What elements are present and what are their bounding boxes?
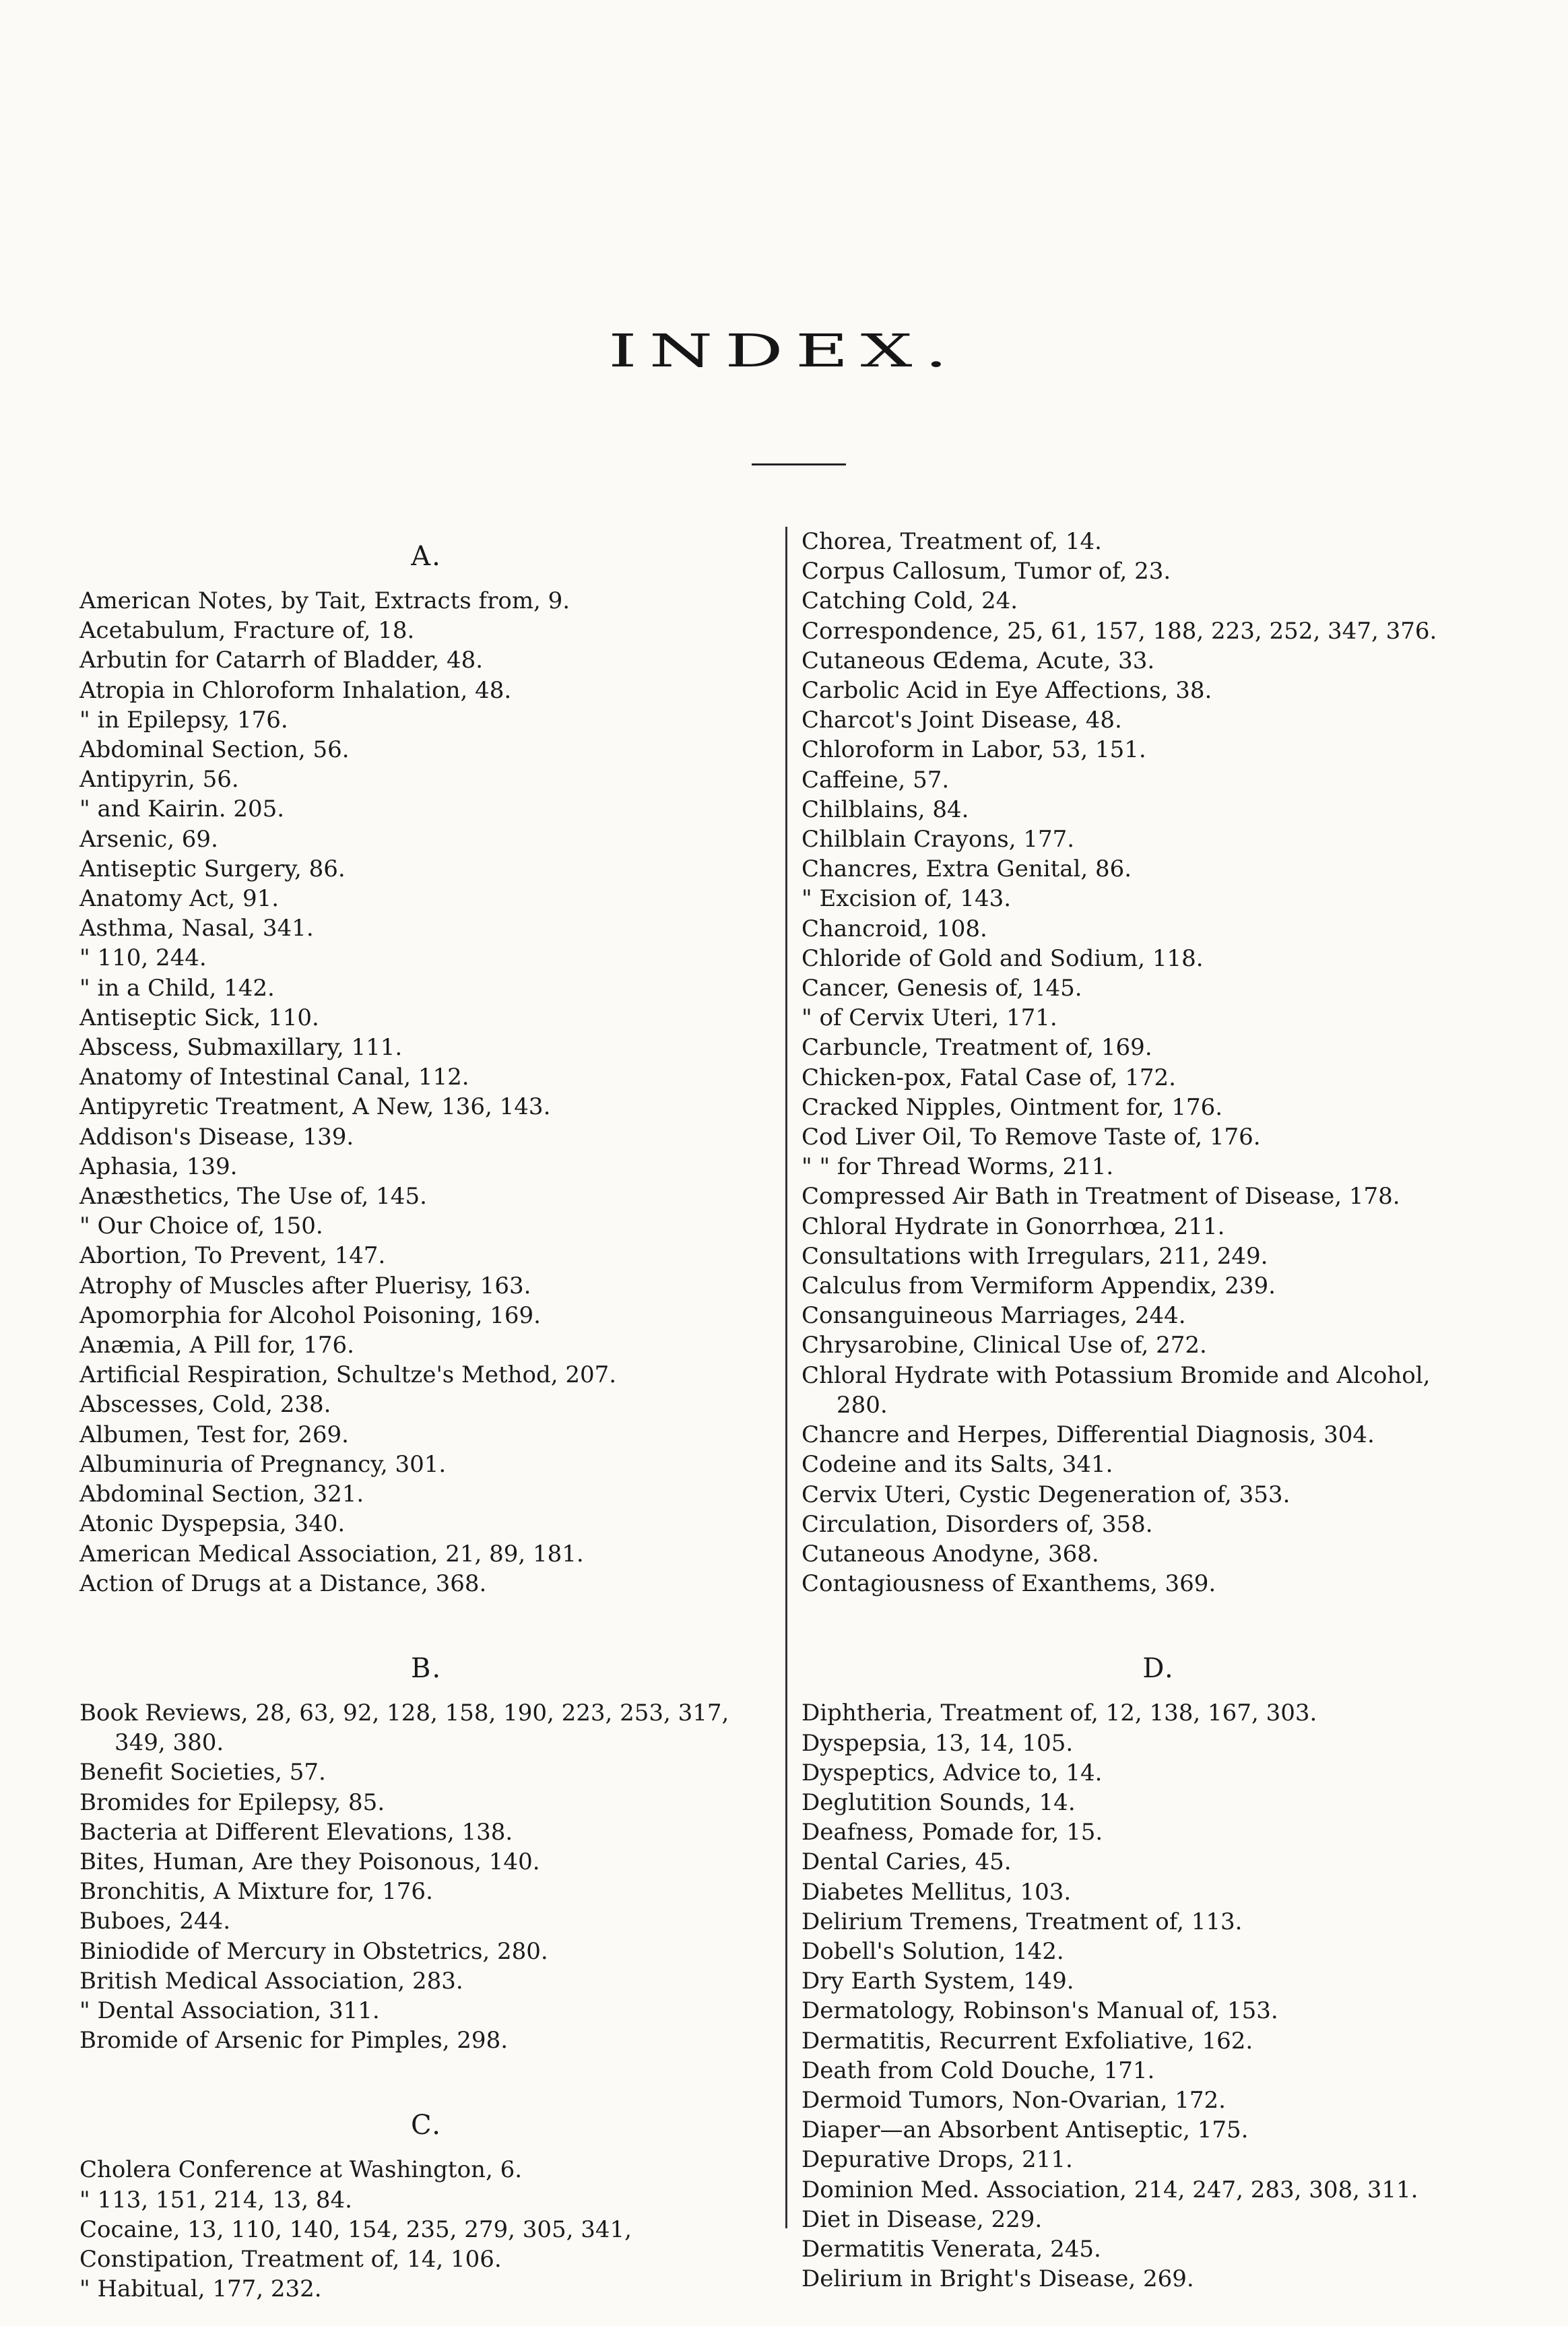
index-entry: Atrophy of Muscles after Pluerisy, 163.: [79, 1272, 531, 1299]
index-entry: " 113, 151, 214, 13, 84.: [79, 2186, 352, 2214]
index-entry: Aphasia, 139.: [79, 1153, 238, 1180]
index-entry: Arsenic, 69.: [79, 825, 218, 853]
index-entry: Chorea, Treatment of, 14.: [802, 528, 1102, 555]
section-c-continued-entries: [802, 527, 1515, 1598]
index-entry: Antipyrin, 56.: [79, 766, 239, 794]
index-entry: Abdominal Section, 56.: [79, 736, 350, 764]
index-entry: Dry Earth System, 149.: [802, 1968, 1074, 1995]
index-entry: Contagiousness of Exanthems, 369.: [802, 1570, 1216, 1598]
index-entry: Dermatology, Robinson's Manual of, 153.: [802, 1997, 1278, 2025]
index-entry: Benefit Societies, 57.: [79, 1759, 326, 1786]
page-title: INDEX.: [608, 325, 960, 377]
index-entry: " Habitual, 177, 232.: [79, 2275, 322, 2303]
index-entry: Atonic Dyspepsia, 340.: [79, 1510, 346, 1538]
index-entry: Cancer, Genesis of, 145.: [802, 975, 1082, 1002]
index-entry: Antiseptic Surgery, 86.: [79, 855, 346, 882]
index-entry: Abscess, Submaxillary, 111.: [79, 1034, 403, 1062]
index-entry: Chrysarobine, Clinical Use of, 272.: [802, 1332, 1207, 1359]
index-entry: Bromides for Epilepsy, 85.: [79, 1788, 385, 1816]
index-entry: Anæmia, A Pill for, 176.: [79, 1332, 354, 1359]
index-entry: Acetabulum, Fracture of, 18.: [79, 617, 415, 645]
index-entry: Compressed Air Bath in Treatment of Disease, 178.: [802, 1183, 1400, 1210]
index-entry: Cutaneous Œdema, Acute, 33.: [802, 647, 1155, 674]
index-entry: Bacteria at Different Elevations, 138.: [79, 1818, 513, 1846]
index-entry: Chicken-pox, Fatal Case of, 172.: [802, 1064, 1176, 1091]
index-entry: Abortion, To Prevent, 147.: [79, 1242, 386, 1270]
column-divider: [785, 527, 787, 2228]
index-entry: " and Kairin. 205.: [79, 796, 285, 823]
index-entry: Diet in Disease, 229.: [802, 2205, 1043, 2233]
index-entry: Biniodide of Mercury in Obstetrics, 280.: [79, 1937, 548, 1965]
section-letter-a: A.: [411, 541, 442, 572]
index-entry: Corpus Callosum, Tumor of, 23.: [802, 558, 1171, 585]
index-entry: Anæsthetics, The Use of, 145.: [79, 1183, 427, 1210]
index-entry: Dermatitis Venerata, 245.: [802, 2235, 1101, 2263]
index-entry: Asthma, Nasal, 341.: [79, 915, 314, 942]
index-entry: " 110, 244.: [79, 944, 207, 972]
index-entry: Dyspeptics, Advice to, 14.: [802, 1759, 1103, 1786]
index-entry: Dental Caries, 45.: [802, 1848, 1012, 1876]
index-entry: Abdominal Section, 321.: [79, 1481, 364, 1508]
index-entry: " in Epilepsy, 176.: [79, 706, 288, 734]
index-entry: Circulation, Disorders of, 358.: [802, 1510, 1153, 1538]
index-entry: American Medical Association, 21, 89, 181.: [79, 1540, 584, 1568]
index-entry: Depurative Drops, 211.: [802, 2146, 1073, 2174]
index-entry: Calculus from Vermiform Appendix, 239.: [802, 1272, 1276, 1300]
index-entry: 349, 380.: [115, 1729, 224, 1757]
index-entry: Delirium in Bright's Disease, 269.: [802, 2265, 1194, 2293]
index-entry: Diaper—an Absorbent Antiseptic, 175.: [802, 2117, 1249, 2144]
section-letter-c: C.: [411, 2110, 442, 2141]
index-entry: Cod Liver Oil, To Remove Taste of, 176.: [802, 1124, 1261, 1151]
index-entry: Diphtheria, Treatment of, 12, 138, 167, 303.: [802, 1700, 1317, 1727]
index-entry: Chloride of Gold and Sodium, 118.: [802, 944, 1204, 972]
index-entry: Chloral Hydrate with Potassium Bromide and Alcohol,: [802, 1361, 1431, 1389]
index-entry: Addison's Disease, 139.: [79, 1123, 354, 1151]
index-entry: Atropia in Chloroform Inhalation, 48.: [79, 676, 512, 704]
index-entry: Correspondence, 25, 61, 157, 188, 223, 252, 347, 376.: [802, 617, 1437, 645]
index-entry: " Our Choice of, 150.: [79, 1213, 323, 1240]
index-entry: " " for Thread Worms, 211.: [802, 1153, 1114, 1181]
section-b-entries: [79, 1698, 773, 2055]
index-entry: Chilblain Crayons, 177.: [802, 826, 1075, 853]
index-entry: Deglutition Sounds, 14.: [802, 1788, 1076, 1816]
index-entry: Chilblains, 84.: [802, 796, 969, 823]
index-entry: Cutaneous Anodyne, 368.: [802, 1540, 1099, 1568]
index-entry: Chancre and Herpes, Differential Diagnosis, 304.: [802, 1421, 1375, 1449]
index-entry: Carbolic Acid in Eye Affections, 38.: [802, 677, 1212, 705]
section-d-entries: [802, 1698, 1515, 2294]
index-entry: Dermoid Tumors, Non-Ovarian, 172.: [802, 2086, 1226, 2114]
index-entry: Codeine and its Salts, 341.: [802, 1451, 1113, 1479]
index-entry: Albumen, Test for, 269.: [79, 1421, 349, 1448]
index-entry: Action of Drugs at a Distance, 368.: [79, 1570, 487, 1597]
index-entry: Antipyretic Treatment, A New, 136, 143.: [79, 1093, 551, 1121]
index-entry: Consanguineous Marriages, 244.: [802, 1302, 1186, 1330]
index-entry: " Dental Association, 311.: [79, 1997, 380, 2024]
index-entry: Dyspepsia, 13, 14, 105.: [802, 1729, 1074, 1757]
index-entry: Apomorphia for Alcohol Poisoning, 169.: [79, 1301, 541, 1329]
index-entry: Buboes, 244.: [79, 1908, 231, 1935]
index-entry: Deafness, Pomade for, 15.: [802, 1819, 1103, 1846]
index-entry: Abscesses, Cold, 238.: [79, 1391, 331, 1419]
left-column: [79, 527, 773, 2304]
index-entry: Cervix Uteri, Cystic Degeneration of, 353.: [802, 1481, 1291, 1508]
index-entry: " Excision of, 143.: [802, 885, 1012, 913]
index-entry: " of Cervix Uteri, 171.: [802, 1004, 1057, 1032]
index-entry: Diabetes Mellitus, 103.: [802, 1878, 1072, 1906]
index-entry: Delirium Tremens, Treatment of, 113.: [802, 1908, 1243, 1935]
index-entry: Dominion Med. Association, 214, 247, 283, 308, 311.: [802, 2176, 1418, 2203]
index-entry: American Notes, by Tait, Extracts from, 9.: [79, 587, 570, 614]
index-entry: Antiseptic Sick, 110.: [79, 1004, 319, 1031]
index-entry: Dermatitis, Recurrent Exfoliative, 162.: [802, 2027, 1253, 2055]
index-entry: Charcot's Joint Disease, 48.: [802, 707, 1122, 734]
index-entry: Bromide of Arsenic for Pimples, 298.: [79, 2027, 509, 2055]
index-entry: Carbuncle, Treatment of, 169.: [802, 1034, 1152, 1062]
index-entry: Cholera Conference at Washington, 6.: [79, 2156, 523, 2184]
index-entry: Cocaine, 13, 110, 140, 154, 235, 279, 305, 341,: [79, 2216, 632, 2243]
index-entry: Catching Cold, 24.: [802, 587, 1018, 615]
index-entry: Book Reviews, 28, 63, 92, 128, 158, 190, 223, 253, 317,: [79, 1699, 729, 1726]
section-letter-b: B.: [410, 1652, 443, 1684]
index-entry: Bronchitis, A Mixture for, 176.: [79, 1878, 433, 1906]
index-entry: Death from Cold Douche, 171.: [802, 2057, 1155, 2084]
index-entry: Chancroid, 108.: [802, 915, 987, 942]
index-entry: Anatomy of Intestinal Canal, 112.: [79, 1064, 469, 1091]
section-letter-d: D.: [1142, 1653, 1175, 1685]
index-entry: Chloral Hydrate in Gonorrhœa, 211.: [802, 1213, 1225, 1240]
index-entry: Constipation, Treatment of, 14, 106.: [79, 2245, 502, 2273]
index-entry: Caffeine, 57.: [802, 766, 950, 794]
section-c-entries: [79, 2155, 773, 2304]
index-entry: " in a Child, 142.: [79, 974, 275, 1002]
index-entry: Arbutin for Catarrh of Bladder, 48.: [79, 647, 484, 674]
right-column: [802, 527, 1515, 2294]
index-entry: Artificial Respiration, Schultze's Method, 207.: [79, 1361, 617, 1389]
section-a-entries: [79, 586, 773, 1598]
index-entry: Consultations with Irregulars, 211, 249.: [802, 1242, 1268, 1270]
index-entry: Anatomy Act, 91.: [79, 885, 280, 913]
index-entry: Bites, Human, Are they Poisonous, 140.: [79, 1848, 540, 1875]
index-entry: Chloroform in Labor, 53, 151.: [802, 736, 1146, 764]
index-entry: Albuminuria of Pregnancy, 301.: [79, 1450, 447, 1478]
index-entry: British Medical Association, 283.: [79, 1967, 463, 1995]
title-rule: [752, 463, 846, 465]
index-entry: Dobell's Solution, 142.: [802, 1937, 1064, 1965]
index-entry: Chancres, Extra Genital, 86.: [802, 855, 1132, 883]
index-entry: Cracked Nipples, Ointment for, 176.: [802, 1093, 1223, 1121]
index-entry: 280.: [837, 1391, 888, 1419]
